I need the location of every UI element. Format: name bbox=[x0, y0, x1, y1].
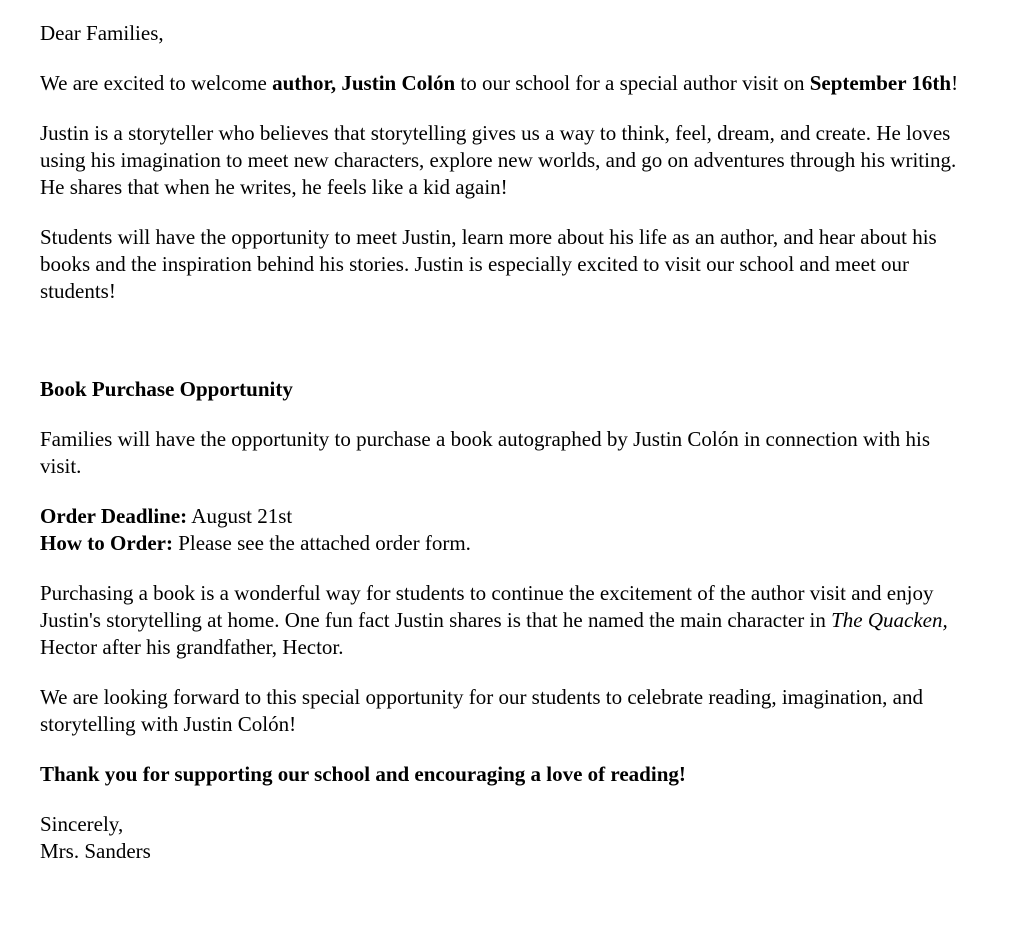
welcome-text-end: ! bbox=[951, 71, 959, 95]
author-name: author, Justin Colón bbox=[272, 71, 456, 95]
how-to-order-value: Please see the attached order form. bbox=[172, 531, 471, 555]
book-title: The Quacken, bbox=[831, 608, 948, 632]
section-heading bbox=[40, 376, 970, 403]
thank-you-text: Thank you for supporting our school and encouraging a love of reading! bbox=[40, 762, 686, 786]
signature-block bbox=[40, 811, 970, 865]
order-deadline-value: August 21st bbox=[187, 504, 293, 528]
purchase-paragraph: Families will have the opportunity to purchase a book autographed by Justin Colón in connection with his visit. bbox=[40, 427, 931, 478]
section-heading-text: Book Purchase Opportunity bbox=[40, 377, 293, 401]
welcome-text-middle: to our school for a special author visit on bbox=[455, 71, 810, 95]
fun-fact-text-end: Hector after his grandfather, Hector. bbox=[40, 635, 344, 659]
welcome-paragraph bbox=[40, 70, 970, 97]
signoff: Sincerely, bbox=[40, 812, 124, 836]
fun-fact-text-start: Purchasing a book is a wonderful way for students to continue the excitement of the author visit and enjoy Justin's storytelling at home. One fun fact Justin shares is that he named the main character in bbox=[40, 581, 934, 632]
students-paragraph: Students will have the opportunity to meet Justin, learn more about his life as an author, and hear about his books and the inspiration behind his stories. Justin is especially excited to visit our school and meet our students! bbox=[40, 225, 937, 303]
closing-paragraph: We are looking forward to this special opportunity for our students to celebrate reading, imagination, and storytelling with Justin Colón! bbox=[40, 685, 923, 736]
greeting: Dear Families, bbox=[40, 21, 164, 45]
about-paragraph: Justin is a storyteller who believes that storytelling gives us a way to think, feel, dream, and create. He loves using his imagination to meet new characters, explore new worlds, and go on adventures through his writing. He shares that when he writes, he feels like a kid again! bbox=[40, 121, 957, 199]
signature-name: Mrs. Sanders bbox=[40, 839, 151, 863]
how-to-order-label: How to Order: bbox=[40, 531, 173, 555]
thank-you-line bbox=[40, 761, 970, 788]
visit-date: September 16th bbox=[809, 71, 952, 95]
order-details bbox=[40, 503, 970, 557]
letter-body bbox=[40, 20, 970, 888]
fun-fact-paragraph bbox=[40, 580, 970, 661]
welcome-text-start: We are excited to welcome bbox=[40, 71, 273, 95]
order-deadline-label: Order Deadline: bbox=[40, 504, 188, 528]
